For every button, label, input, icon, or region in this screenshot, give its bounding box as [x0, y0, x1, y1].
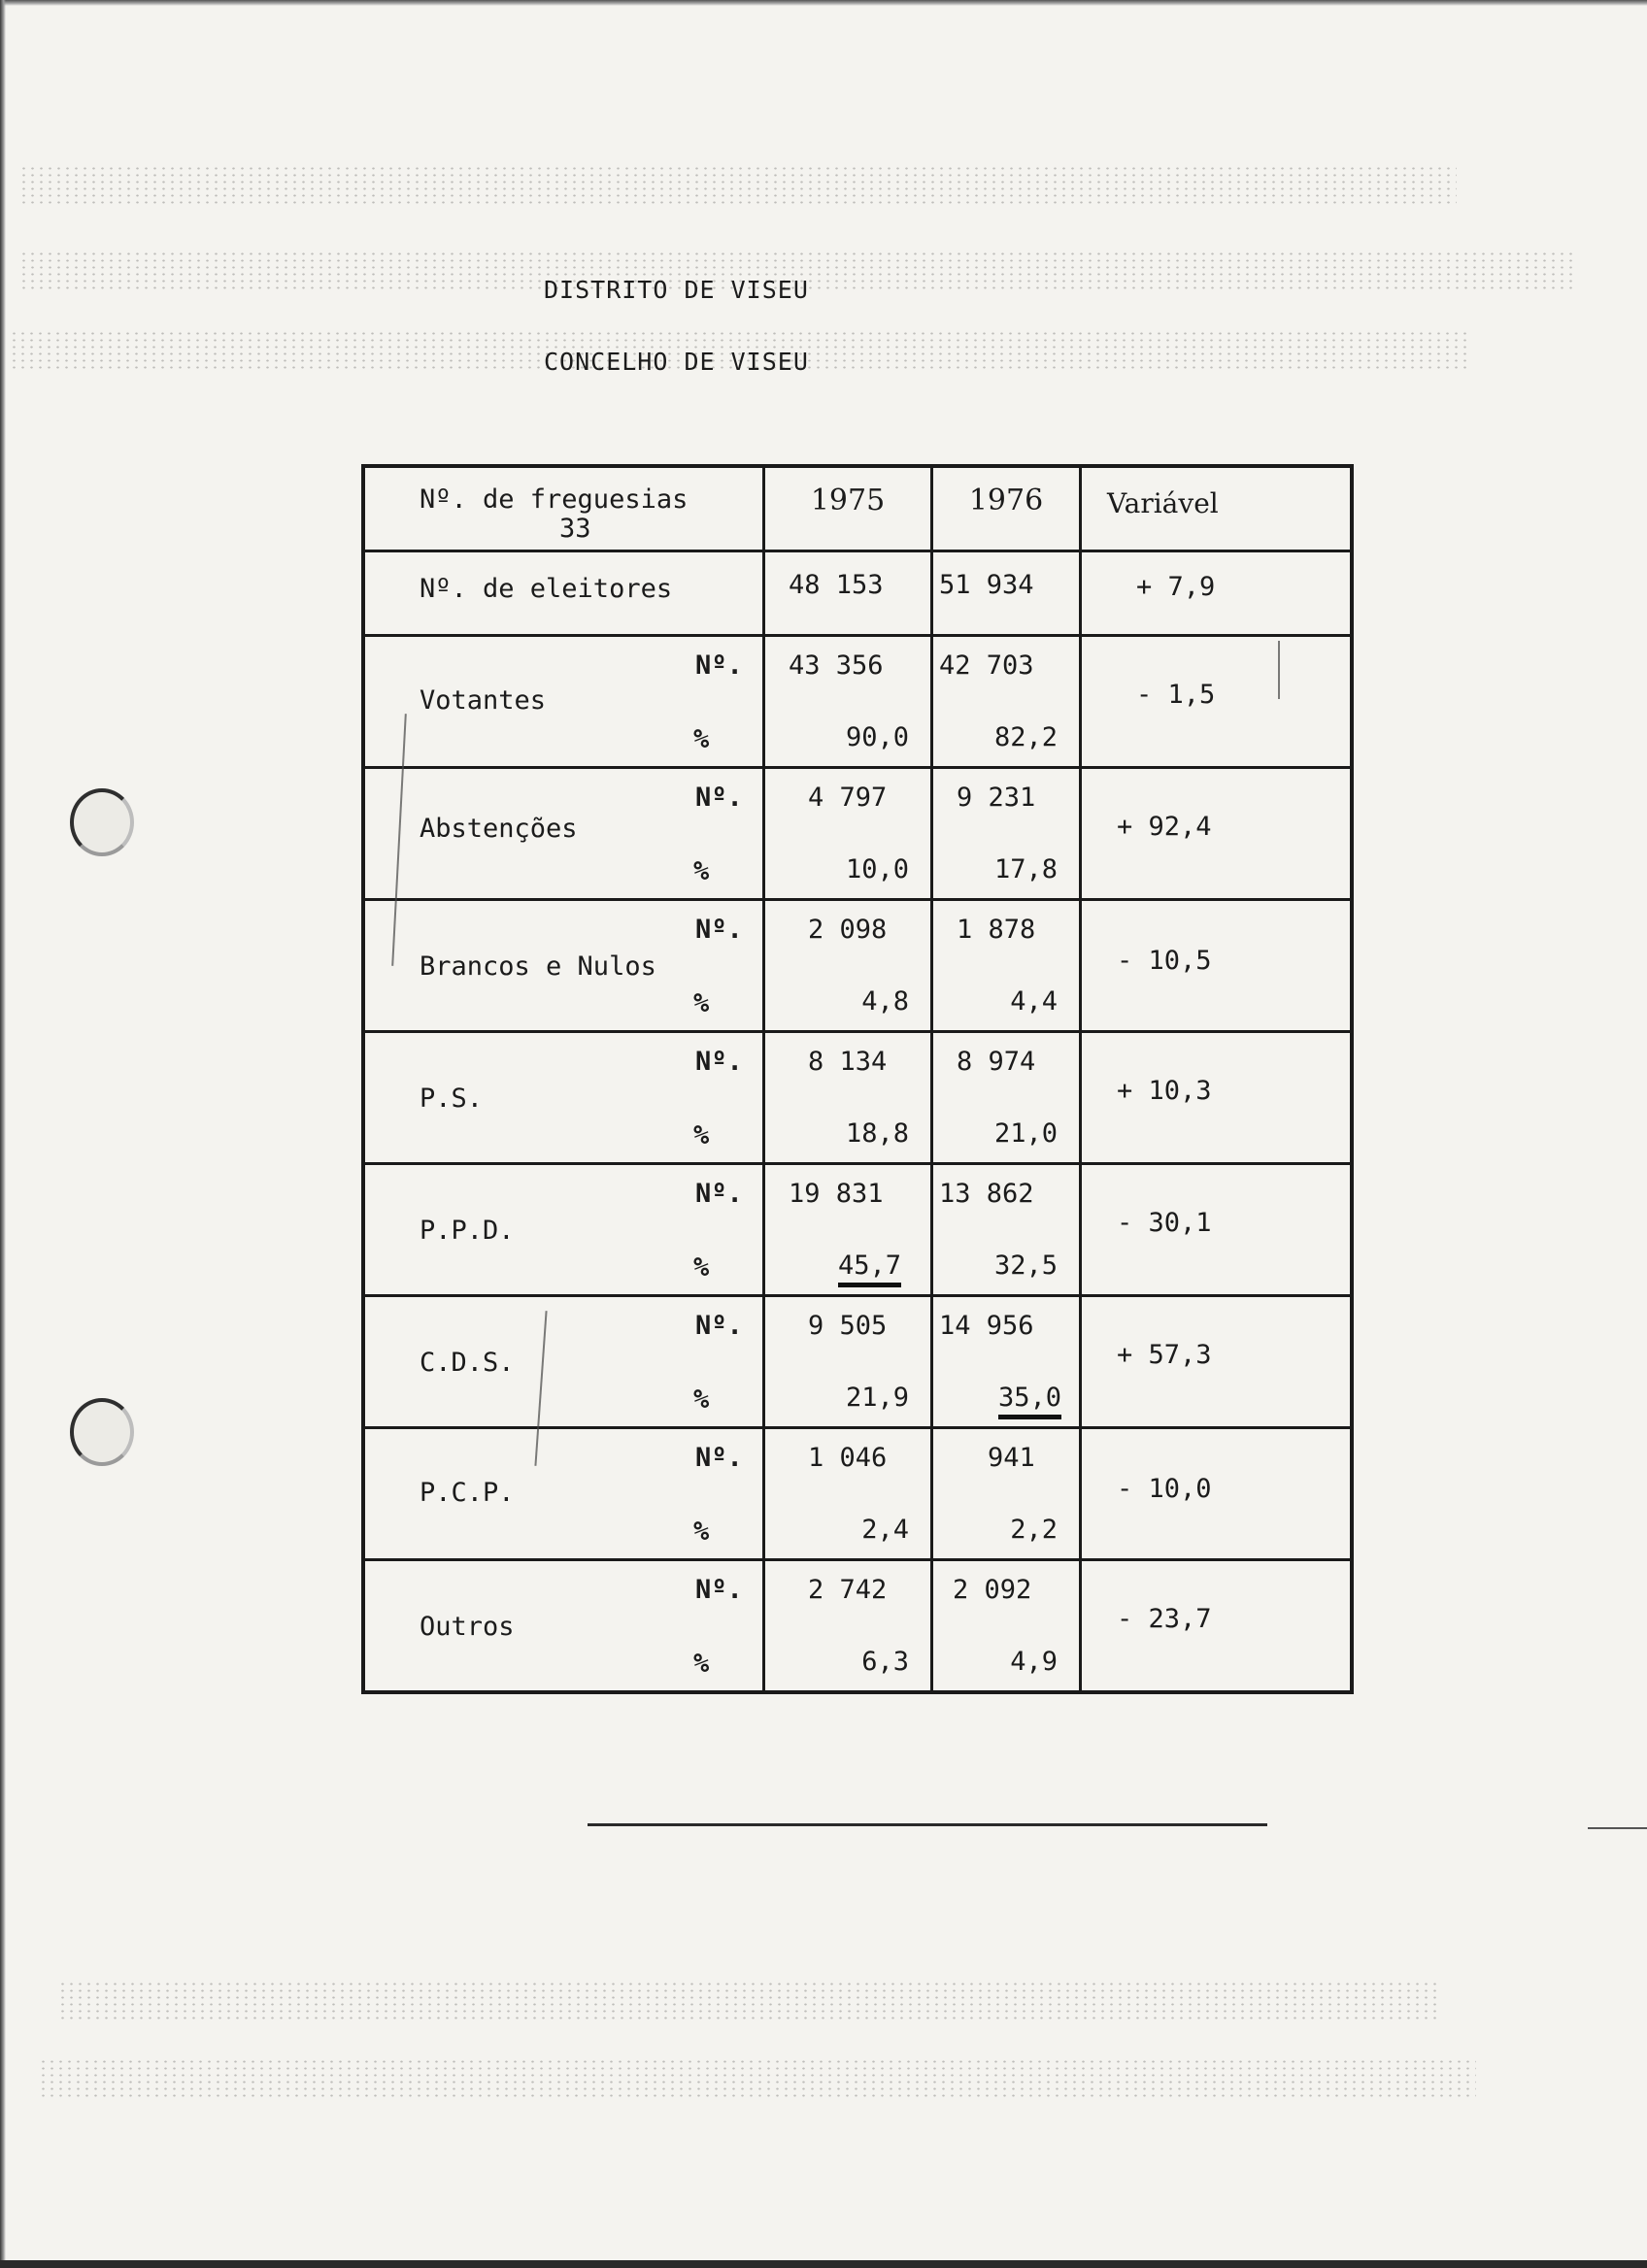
percent-1976: 32,5	[993, 1251, 1058, 1281]
percent-1976: 21,0	[993, 1118, 1058, 1149]
percent-label: %	[693, 724, 710, 754]
electors-label-cell	[363, 551, 764, 636]
municipality-heading: CONCELHO DE VISEU	[544, 348, 809, 376]
count-1975: 9 505	[808, 1311, 888, 1341]
table-row	[363, 1032, 1352, 1164]
table-row-electors	[363, 551, 1352, 636]
percent-1976: 2,2	[1010, 1515, 1058, 1545]
variation-value: - 30,1	[1117, 1208, 1212, 1238]
percent-label: %	[693, 988, 710, 1018]
pen-mark	[1278, 641, 1280, 699]
count-1976: 9 231	[957, 783, 1036, 813]
count-1976: 1 878	[957, 915, 1036, 945]
percent-1975: 90,0	[845, 722, 909, 752]
percent-label: %	[693, 1649, 710, 1679]
count-1975: 2 098	[808, 915, 888, 945]
percent-label: %	[693, 1120, 710, 1151]
electors-label: Nº. de eleitores	[420, 574, 673, 604]
percent-label: %	[693, 856, 710, 886]
row-label: Votantes	[420, 685, 547, 716]
percent-1976: 4,9	[1010, 1647, 1058, 1677]
electors-1976: 51 934	[939, 570, 1034, 600]
count-label: Nº.	[695, 915, 743, 945]
count-1976: 8 974	[957, 1047, 1036, 1077]
table-row	[363, 636, 1352, 768]
percent-1976: 82,2	[993, 722, 1058, 752]
percent-1975: 18,8	[845, 1118, 909, 1149]
horizontal-rule-fragment	[1588, 1827, 1647, 1829]
row-label: Abstenções	[420, 814, 578, 844]
percent-1975: 6,3	[861, 1647, 909, 1677]
page-top-edge	[0, 0, 1647, 6]
header-1975-cell	[764, 466, 932, 551]
variation-value: - 10,0	[1117, 1474, 1212, 1504]
electors-1975-cell	[764, 551, 932, 636]
header-1975: 1975	[810, 484, 886, 517]
table-row	[363, 768, 1352, 900]
variation-value: + 10,3	[1117, 1076, 1212, 1106]
scan-noise-band	[39, 2058, 1476, 2097]
row-label: Outros	[420, 1612, 515, 1642]
variation-value: - 1,5	[1136, 680, 1216, 710]
count-label: Nº.	[695, 1443, 743, 1473]
count-1976: 14 956	[939, 1311, 1034, 1341]
percent-1975: 4,8	[861, 986, 909, 1017]
header-1976-cell	[932, 466, 1081, 551]
row-label: P.S.	[420, 1084, 484, 1114]
table-row	[363, 1296, 1352, 1428]
row-label: C.D.S.	[420, 1348, 515, 1378]
variation-value: + 92,4	[1117, 812, 1212, 842]
percent-1975: 10,0	[845, 854, 909, 884]
variation-value: - 10,5	[1117, 946, 1212, 976]
percent-1975-underlined: 45,7	[838, 1251, 901, 1287]
percent-1976: 17,8	[993, 854, 1058, 884]
count-label: Nº.	[695, 1179, 743, 1209]
table-row	[363, 1428, 1352, 1560]
count-1975: 2 742	[808, 1575, 888, 1605]
count-1976: 42 703	[939, 650, 1034, 681]
count-1975: 43 356	[789, 650, 884, 681]
page-left-edge	[0, 0, 6, 2268]
variation-value: - 23,7	[1117, 1604, 1212, 1634]
header-variable: Variável	[1107, 487, 1219, 519]
punch-hole	[70, 788, 134, 856]
percent-label: %	[693, 1252, 710, 1283]
district-heading: DISTRITO DE VISEU	[544, 276, 809, 304]
punch-hole	[70, 1398, 134, 1466]
table-row	[363, 900, 1352, 1032]
header-1976: 1976	[968, 484, 1044, 517]
row-label: Brancos e Nulos	[420, 951, 656, 982]
page-bottom-edge	[0, 2260, 1647, 2268]
scan-noise-band	[19, 165, 1457, 204]
count-label: Nº.	[695, 783, 743, 813]
electors-1975: 48 153	[789, 570, 884, 600]
electors-1976-cell	[932, 551, 1081, 636]
row-label: P.C.P.	[420, 1478, 515, 1508]
table-header-row	[363, 466, 1352, 551]
count-1975: 19 831	[789, 1179, 884, 1209]
election-results-table	[361, 464, 1354, 1694]
table-row	[363, 1560, 1352, 1693]
scan-noise-band	[58, 1981, 1437, 2019]
parishes-cell	[363, 466, 764, 551]
parishes-count: 33	[559, 514, 591, 544]
horizontal-rule	[588, 1823, 1267, 1826]
count-label: Nº.	[695, 650, 743, 681]
count-1975: 4 797	[808, 783, 888, 813]
count-1975: 1 046	[808, 1443, 888, 1473]
count-label: Nº.	[695, 1575, 743, 1605]
percent-label: %	[693, 1517, 710, 1547]
percent-label: %	[693, 1384, 710, 1415]
count-1976: 13 862	[939, 1179, 1034, 1209]
variation-value: + 57,3	[1117, 1340, 1212, 1370]
parishes-label: Nº. de freguesias	[420, 484, 689, 515]
percent-1976: 4,4	[1010, 986, 1058, 1017]
percent-1975: 21,9	[845, 1383, 909, 1413]
count-1976: 2 092	[953, 1575, 1032, 1605]
percent-1976-underlined: 35,0	[998, 1383, 1061, 1419]
electors-variable-cell	[1081, 551, 1353, 636]
electors-variable: + 7,9	[1136, 572, 1216, 602]
count-label: Nº.	[695, 1311, 743, 1341]
count-label: Nº.	[695, 1047, 743, 1077]
table-row	[363, 1164, 1352, 1296]
header-variable-cell	[1081, 466, 1353, 551]
count-1975: 8 134	[808, 1047, 888, 1077]
percent-1975: 2,4	[861, 1515, 909, 1545]
count-1976: 941	[988, 1443, 1035, 1473]
row-label: P.P.D.	[420, 1216, 515, 1246]
